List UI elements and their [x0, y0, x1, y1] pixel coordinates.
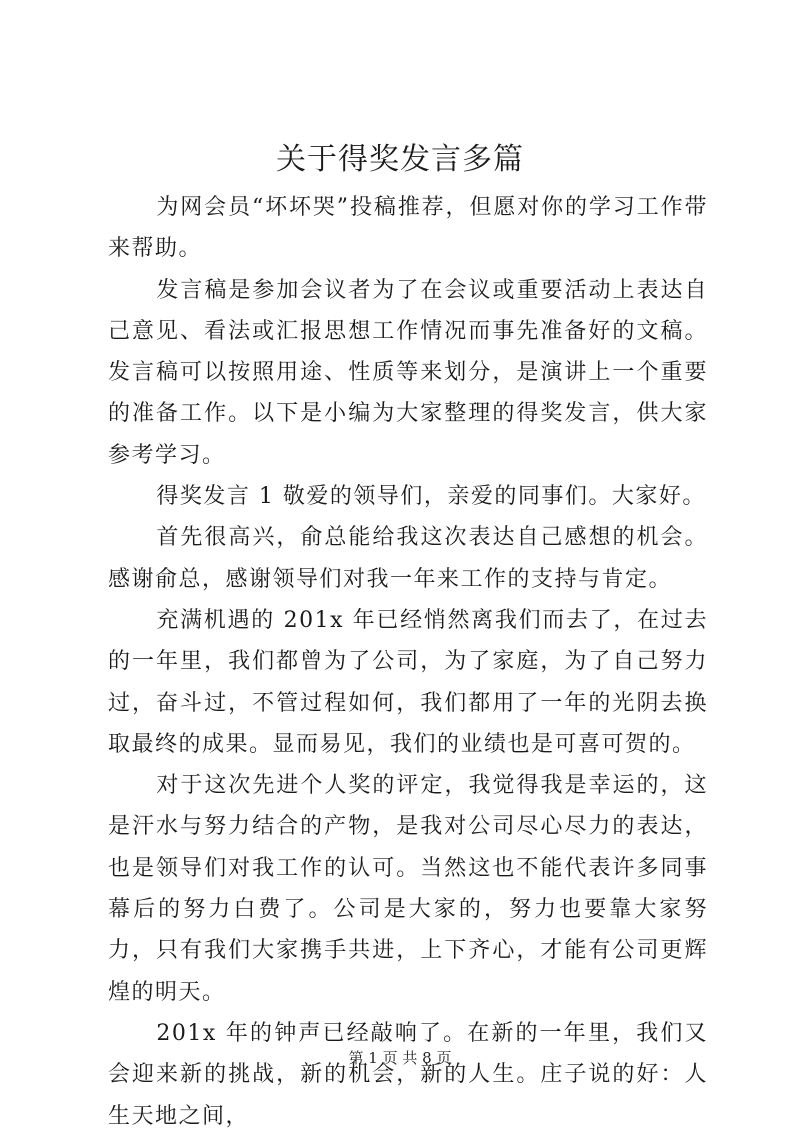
- paragraph: 201x 年的钟声已经敲响了。在新的一年里，我们又会迎来新的挑战，新的机会，新的人生。庄子说的好：人生天地之间，: [108, 1020, 708, 1129]
- paragraph: 首先很高兴，俞总能给我这次表达自己感想的机会。感谢俞总，感谢领导们对我一年来工作的支持与肯定。: [108, 525, 708, 592]
- paragraph: 得奖发言 1 敬爱的领导们，亲爱的同事们。大家好。: [156, 484, 706, 510]
- paragraph: 为网会员“坏坏哭”投稿推荐，但愿对你的学习工作带来帮助。: [108, 195, 708, 262]
- paragraph: 对于这次先进个人奖的评定，我觉得我是幸运的，这是汗水与努力结合的产物，是我对公司尽心尽力的表达，也是领导们对我工作的认可。当然这也不能代表许多同事幕后的努力白费了。公司是大家的，努力也要靠大家努力，只有我们大家携手共进，上下齐心，才能有公司更辉煌的明天。: [108, 773, 708, 1005]
- document-body: [108, 187, 708, 1137]
- paragraph: 充满机遇的 201x 年已经悄然离我们而去了，在过去的一年里，我们都曾为了公司，为了家庭，为了自己努力过，奋斗过，不管过程如何，我们都用了一年的光阴去换取最终的成果。显而易见，我们的业绩也是可喜可贺的。: [108, 607, 708, 757]
- paragraph: 发言稿是参加会议者为了在会议或重要活动上表达自己意见、看法或汇报思想工作情况而事先准备好的文稿。发言稿可以按照用途、性质等来划分，是演讲上一个重要的准备工作。以下是小编为大家整理的得奖发言，供大家参考学习。: [108, 277, 708, 468]
- document-title: 关于得奖发言多篇: [276, 142, 524, 177]
- page-footer: 第 1 页 共 8 页: [348, 1049, 452, 1067]
